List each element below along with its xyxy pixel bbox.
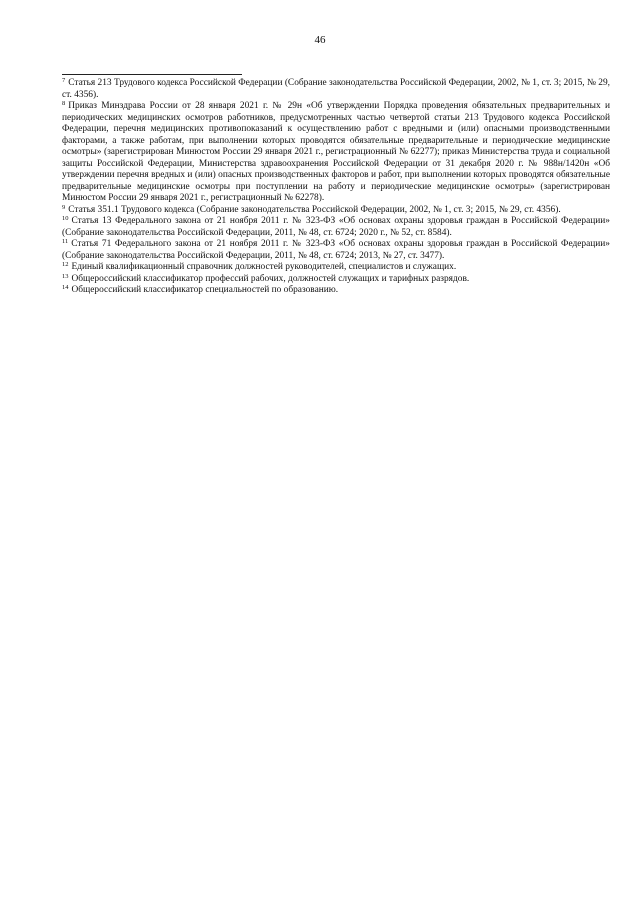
footnote-text: Статья 213 Трудового кодекса Российской Федерации (Собрание законодательства Российской Федерации, 2002, № 1, ст. 3; 2015, № 29, ст. 4356). (62, 78, 610, 100)
footnote-10 (62, 216, 610, 239)
footnotes-section (62, 78, 610, 297)
footnote-14 (62, 285, 610, 297)
footnote-marker: 10 (62, 215, 69, 222)
footnote-text: Приказ Минздрава России от 28 января 2021 г. № 29н «Об утверждении Порядка проведения обязательных предварительных и периодических медицинских осмотров работников, предусмотренных частью четвертой статьи 213 Трудового кодекса Российской Федерации, перечня медицинских противопоказаний к осуществлению работ с вредными и (или) опасными производственными факторами, а также работам, при выполнении которых проводятся обязательные предварительные и периодические медицинские осмотры» (зарегистрирован Минюстом России 29 января 2021 г., регистрационный № 62277); приказ Министерства труда и социальной защиты Российской Федерации, Министерства здравоохранения Российской Федерации от 31 декабря 2020 г. № 988н/1420н «Об утверждении перечня вредных и (или) опасных производственных факторов и работ, при выполнении которых проводятся обязательные предварительные медицинские осмотры при поступлении на работу и периодические медицинские осмотры» (зарегистрирован Минюстом России 29 января 2021 г., регистрационный № 62278). (62, 101, 610, 203)
footnote-8 (62, 101, 610, 205)
footnote-text: Общероссийский классификатор профессий рабочих, должностей служащих и тарифных разрядов. (71, 273, 470, 284)
footnote-text: Статья 351.1 Трудового кодекса (Собрание законодательства Российской Федерации, 2002, № 1, ст. 3; 2015, № 29, ст. 4356). (68, 204, 561, 215)
footnote-separator (62, 74, 242, 75)
footnote-11 (62, 239, 610, 262)
footnote-12 (62, 262, 610, 274)
footnote-marker: 13 (62, 272, 69, 280)
footnote-marker: 8 (62, 100, 66, 107)
footnote-marker: 14 (62, 284, 69, 291)
footnote-7 (62, 78, 610, 101)
page-number: 46 (314, 34, 326, 46)
footnote-marker: 12 (62, 261, 69, 268)
footnote-text: Единый квалификационный справочник должностей руководителей, специалистов и служащих. (71, 262, 457, 272)
footnote-text: Общероссийский классификатор специальностей по образованию. (71, 285, 339, 295)
footnote-13 (62, 274, 610, 286)
footnote-text: Статья 71 Федерального закона от 21 ноября 2011 г. № 323-ФЗ «Об основах охраны здоровья граждан в Российской Федерации» (Собрание законодательства Российской Федерации, 2011, № 48, ст. 6724; 2013, № 27, ст. 3477). (62, 239, 610, 261)
footnote-9 (62, 205, 610, 217)
footnote-marker: 9 (62, 203, 66, 211)
footnote-text: Статья 13 Федерального закона от 21 ноября 2011 г. № 323-ФЗ «Об основах охраны здоровья граждан в Российской Федерации» (Собрание законодательства Российской Федерации, 2011, № 48, ст. 6724; 2020 г., № 52, ст. 8584). (62, 216, 610, 238)
footnote-marker: 7 (62, 77, 66, 84)
footnote-marker: 11 (62, 238, 69, 245)
